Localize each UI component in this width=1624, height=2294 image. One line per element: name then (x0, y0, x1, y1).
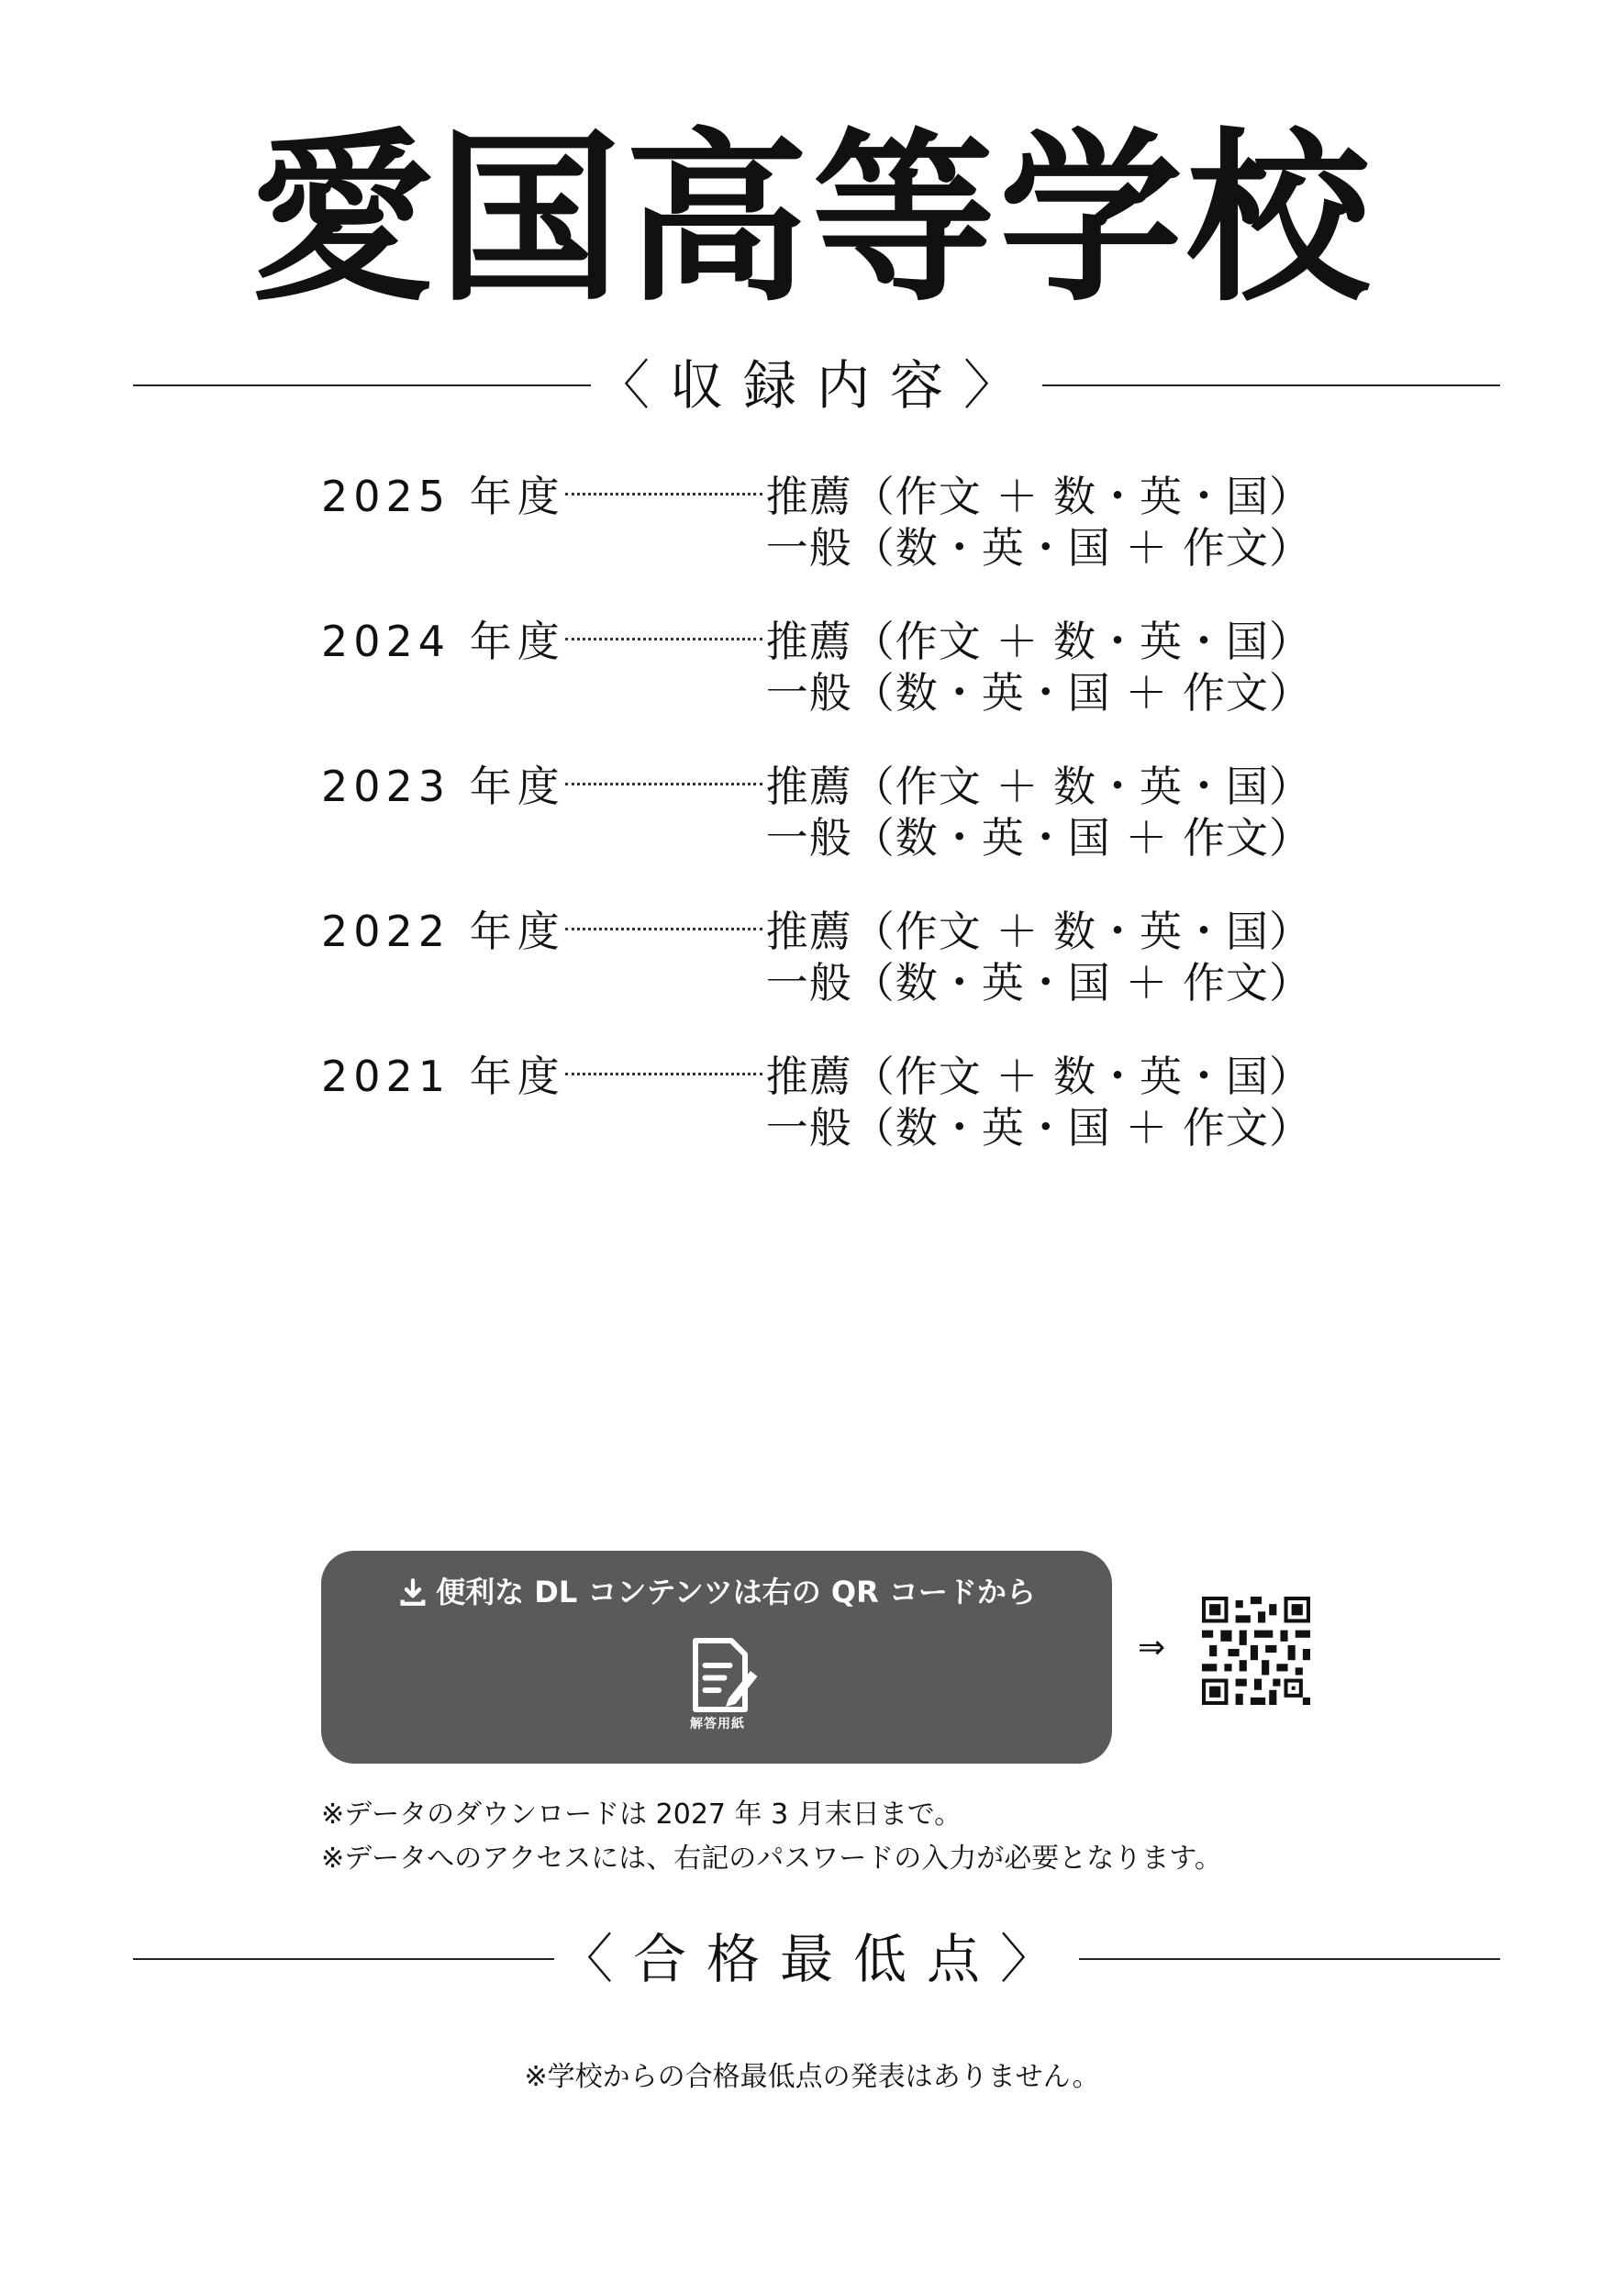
passing-note: ※学校からの合格最低点の発表はありません。 (524, 2061, 1100, 2093)
dot-leader (565, 783, 762, 785)
passing-heading (133, 1922, 1500, 1996)
arrow-icon: ⇒ (1138, 1629, 1166, 1666)
answer-sheet-caption: 解答用紙 (690, 1717, 745, 1732)
entry-item: 一般（数・英・国 ＋ 作文） (765, 1103, 1312, 1153)
contents-entry (321, 468, 1312, 613)
entry-year: 2024 年度 (321, 617, 565, 666)
entry-item: 推薦（作文 ＋ 数・英・国） (765, 907, 1312, 956)
heading-rule-right (1042, 384, 1500, 386)
contents-entry (321, 903, 1312, 1048)
download-panel[interactable] (321, 1551, 1112, 1764)
heading-rule-left (133, 1958, 554, 1960)
school-title: 愛国高等学校 (250, 113, 1374, 327)
entry-item: 推薦（作文 ＋ 数・英・国） (765, 472, 1312, 521)
entry-item: 一般（数・英・国 ＋ 作文） (765, 668, 1312, 718)
contents-heading-label: 〈収録内容〉 (596, 354, 1038, 417)
dot-leader (565, 493, 762, 496)
qr-code[interactable] (1202, 1597, 1310, 1705)
entry-year: 2025 年度 (321, 472, 565, 521)
entry-year: 2023 年度 (321, 762, 565, 811)
contents-list (321, 468, 1312, 1193)
entry-year: 2022 年度 (321, 907, 565, 956)
entry-item: 一般（数・英・国 ＋ 作文） (765, 958, 1312, 1008)
access-note: ※データへのアクセスには、右記のパスワードの入力が必要となります。 (321, 1843, 1222, 1875)
download-header-text: 便利な DL コンテンツは右の QR コードから (436, 1575, 1036, 1609)
entry-item: 一般（数・英・国 ＋ 作文） (765, 813, 1312, 863)
entry-item: 推薦（作文 ＋ 数・英・国） (765, 762, 1312, 811)
contents-entry (321, 1048, 1312, 1193)
download-header (321, 1569, 1112, 1611)
contents-entry (321, 758, 1312, 903)
contents-entry (321, 613, 1312, 758)
entry-item: 推薦（作文 ＋ 数・英・国） (765, 617, 1312, 666)
entry-item: 一般（数・英・国 ＋ 作文） (765, 523, 1312, 573)
download-note: ※データのダウンロードは 2027 年 3 月末日まで。 (321, 1798, 962, 1831)
dot-leader (565, 638, 762, 640)
entry-year: 2021 年度 (321, 1052, 565, 1101)
entry-item: 推薦（作文 ＋ 数・英・国） (765, 1052, 1312, 1101)
heading-rule-left (133, 384, 591, 386)
answer-sheet-icon[interactable] (679, 1635, 762, 1718)
dot-leader (565, 928, 762, 930)
dot-leader (565, 1073, 762, 1075)
download-icon (397, 1576, 428, 1608)
contents-heading (133, 349, 1500, 422)
passing-heading-label: 〈合格最低点〉 (560, 1928, 1074, 1990)
heading-rule-right (1079, 1958, 1500, 1960)
